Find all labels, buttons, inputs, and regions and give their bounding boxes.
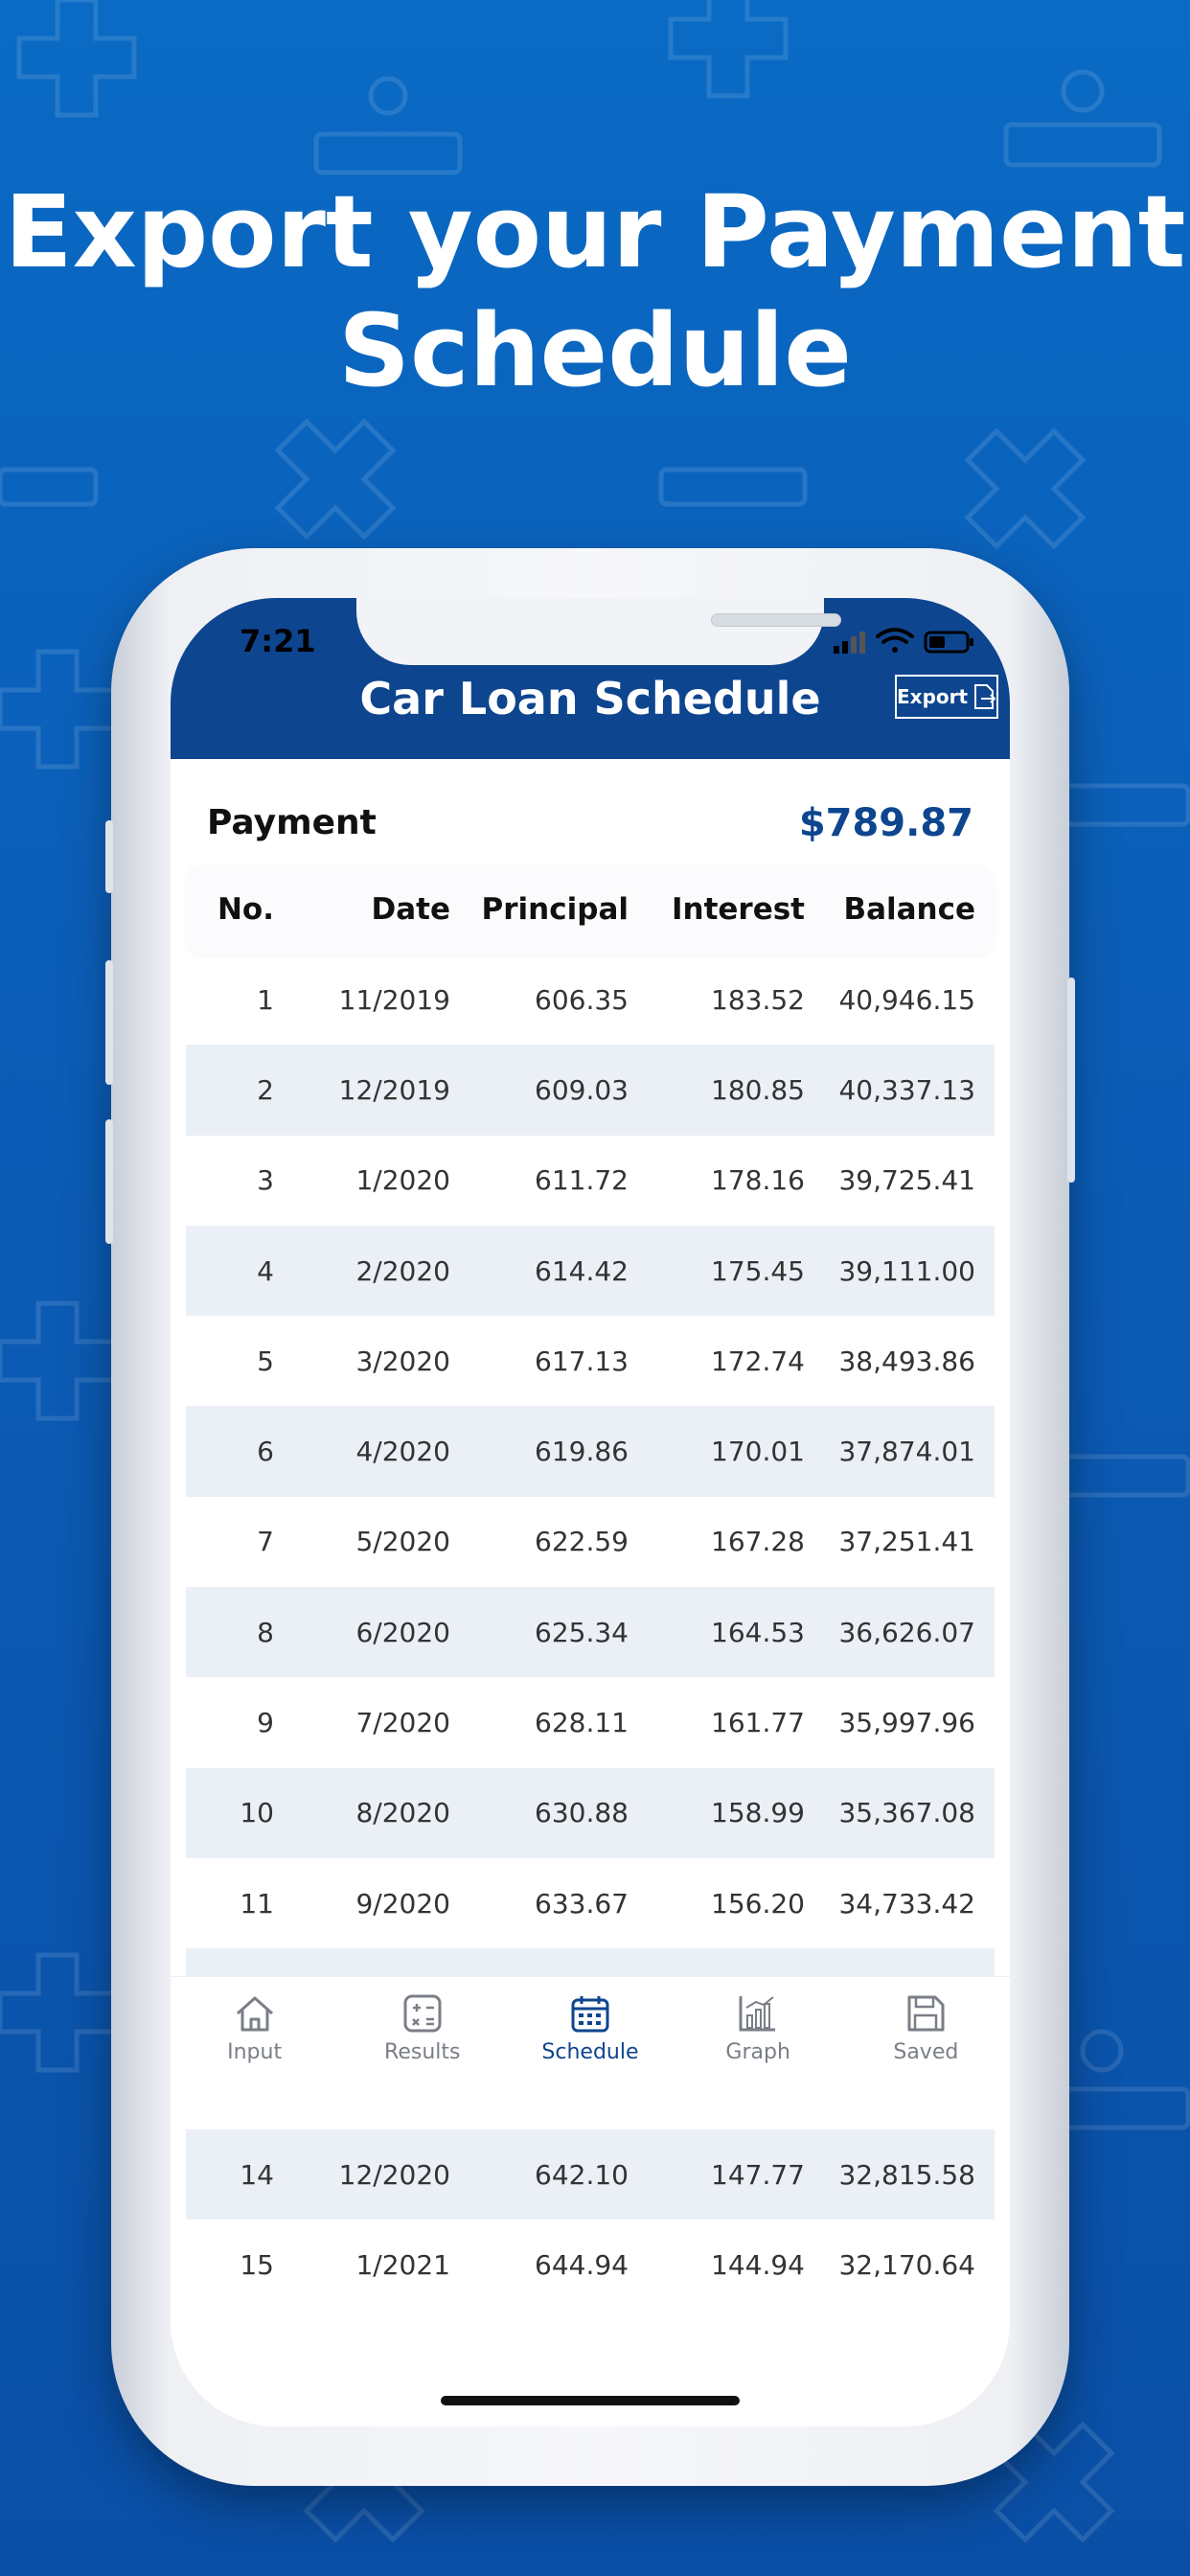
signal-icon xyxy=(834,632,865,654)
tab-schedule[interactable] xyxy=(506,1977,674,2110)
table-row xyxy=(186,1136,995,1226)
power-button xyxy=(1067,978,1075,1183)
cell-no: 4 xyxy=(257,1254,274,1287)
phone-frame xyxy=(111,548,1069,2486)
column-header-principal: Principal xyxy=(481,892,629,927)
mute-switch xyxy=(105,820,113,893)
cell-no: 1 xyxy=(257,983,274,1016)
table-row xyxy=(186,1497,995,1587)
wifi-icon xyxy=(878,630,912,653)
bar-graph-icon xyxy=(737,1994,779,2033)
tab-graph[interactable] xyxy=(675,1977,842,2110)
table-row xyxy=(186,1316,995,1406)
cell-interest: 170.01 xyxy=(711,1436,805,1468)
table-row xyxy=(186,1406,995,1496)
cell-principal: 633.67 xyxy=(535,1887,629,1920)
cell-principal: 606.35 xyxy=(535,983,629,1016)
cell-balance: 36,626.07 xyxy=(838,1616,975,1648)
cell-principal: 644.94 xyxy=(535,2248,629,2281)
battery-icon xyxy=(926,632,973,652)
cell-balance: 40,337.13 xyxy=(838,1073,975,1106)
cell-balance: 35,367.08 xyxy=(838,1797,975,1829)
cell-interest: 175.45 xyxy=(711,1254,805,1287)
status-icons xyxy=(834,627,977,656)
cell-principal: 642.10 xyxy=(535,2158,629,2191)
cell-interest: 180.85 xyxy=(711,1073,805,1106)
tab-label: Input xyxy=(227,2040,283,2064)
cell-balance: 32,170.64 xyxy=(838,2248,975,2281)
cell-no: 6 xyxy=(257,1436,274,1468)
tab-results[interactable] xyxy=(338,1977,506,2110)
cell-principal: 619.86 xyxy=(535,1436,629,1468)
cell-no: 2 xyxy=(257,1073,274,1106)
cell-no: 8 xyxy=(257,1616,274,1648)
tab-saved[interactable] xyxy=(842,1977,1010,2110)
cell-interest: 183.52 xyxy=(711,983,805,1016)
screen-title: Car Loan Schedule xyxy=(359,673,821,724)
tab-label: Results xyxy=(384,2040,461,2064)
tab-label: Schedule xyxy=(541,2040,639,2064)
cell-no: 9 xyxy=(257,1707,274,1739)
cell-principal: 611.72 xyxy=(535,1164,629,1197)
cell-date: 11/2019 xyxy=(338,983,450,1016)
cell-no: 14 xyxy=(240,2158,274,2191)
column-header-no: No. xyxy=(217,892,274,927)
cell-principal: 617.13 xyxy=(535,1345,629,1377)
home-indicator[interactable] xyxy=(441,2396,740,2405)
cell-date: 6/2020 xyxy=(355,1616,450,1648)
headline-line-2: Schedule xyxy=(338,292,852,409)
cell-balance: 34,733.42 xyxy=(838,1887,975,1920)
cell-balance: 39,111.00 xyxy=(838,1254,975,1287)
cell-interest: 161.77 xyxy=(711,1707,805,1739)
cell-interest: 178.16 xyxy=(711,1164,805,1197)
cell-principal: 614.42 xyxy=(535,1254,629,1287)
cell-date: 1/2020 xyxy=(355,1164,450,1197)
cell-balance: 32,815.58 xyxy=(838,2158,975,2191)
cell-no: 5 xyxy=(257,1345,274,1377)
cell-date: 2/2020 xyxy=(355,1254,450,1287)
table-row xyxy=(186,1587,995,1677)
status-time: 7:21 xyxy=(240,623,316,659)
column-header-balance: Balance xyxy=(843,892,975,927)
cell-date: 1/2021 xyxy=(355,2248,450,2281)
tab-label: Saved xyxy=(893,2040,959,2064)
cell-date: 5/2020 xyxy=(355,1526,450,1558)
cell-interest: 172.74 xyxy=(711,1345,805,1377)
payment-summary xyxy=(171,759,1010,864)
cell-interest: 167.28 xyxy=(711,1526,805,1558)
cell-no: 3 xyxy=(257,1164,274,1197)
export-label: Export xyxy=(897,685,969,708)
payment-label: Payment xyxy=(207,803,377,842)
cell-date: 8/2020 xyxy=(355,1797,450,1829)
table-row xyxy=(186,1768,995,1858)
cell-date: 12/2019 xyxy=(338,1073,450,1106)
save-icon xyxy=(904,1994,947,2033)
speaker-grille xyxy=(711,613,841,627)
cell-balance: 40,946.15 xyxy=(838,983,975,1016)
cell-principal: 625.34 xyxy=(535,1616,629,1648)
cell-no: 7 xyxy=(257,1526,274,1558)
cell-balance: 38,493.86 xyxy=(838,1345,975,1377)
volume-up-button xyxy=(105,960,113,1085)
calendar-icon xyxy=(569,1994,611,2033)
cell-principal: 628.11 xyxy=(535,1707,629,1739)
headline xyxy=(0,172,1190,410)
table-header xyxy=(186,864,995,954)
cell-date: 9/2020 xyxy=(355,1887,450,1920)
notch xyxy=(356,598,824,665)
cell-balance: 35,997.96 xyxy=(838,1707,975,1739)
cell-balance: 37,251.41 xyxy=(838,1526,975,1558)
table-row xyxy=(186,2129,995,2220)
volume-down-button xyxy=(105,1119,113,1244)
headline-line-1: Export your Payment xyxy=(4,173,1186,290)
cell-principal: 630.88 xyxy=(535,1797,629,1829)
cell-date: 4/2020 xyxy=(355,1436,450,1468)
tab-label: Graph xyxy=(725,2040,790,2064)
table-row xyxy=(186,1226,995,1316)
column-header-date: Date xyxy=(371,892,450,927)
cell-interest: 156.20 xyxy=(711,1887,805,1920)
cell-no: 11 xyxy=(240,1887,274,1920)
export-icon xyxy=(972,683,996,710)
payment-value: $789.87 xyxy=(798,801,973,845)
tab-input[interactable] xyxy=(171,1977,338,2110)
table-row xyxy=(186,1677,995,1767)
schedule-content[interactable] xyxy=(171,759,1010,2426)
home-icon xyxy=(234,1994,276,2033)
cell-principal: 609.03 xyxy=(535,1073,629,1106)
table-row xyxy=(186,2220,995,2310)
app-screen xyxy=(171,598,1010,2426)
cell-no: 15 xyxy=(240,2248,274,2281)
cell-date: 7/2020 xyxy=(355,1707,450,1739)
app-header xyxy=(171,598,1010,759)
cell-balance: 39,725.41 xyxy=(838,1164,975,1197)
table-row xyxy=(186,1858,995,1948)
cell-date: 12/2020 xyxy=(338,2158,450,2191)
table-row xyxy=(186,1045,995,1135)
table-row xyxy=(186,954,995,1045)
cell-date: 3/2020 xyxy=(355,1345,450,1377)
tab-bar xyxy=(171,1976,1010,2110)
cell-no: 10 xyxy=(240,1797,274,1829)
cell-interest: 147.77 xyxy=(711,2158,805,2191)
calculator-icon xyxy=(401,1994,444,2033)
export-button[interactable] xyxy=(895,675,998,719)
cell-interest: 144.94 xyxy=(711,2248,805,2281)
cell-interest: 164.53 xyxy=(711,1616,805,1648)
cell-principal: 622.59 xyxy=(535,1526,629,1558)
column-header-interest: Interest xyxy=(671,892,805,927)
cell-balance: 37,874.01 xyxy=(838,1436,975,1468)
cell-interest: 158.99 xyxy=(711,1797,805,1829)
